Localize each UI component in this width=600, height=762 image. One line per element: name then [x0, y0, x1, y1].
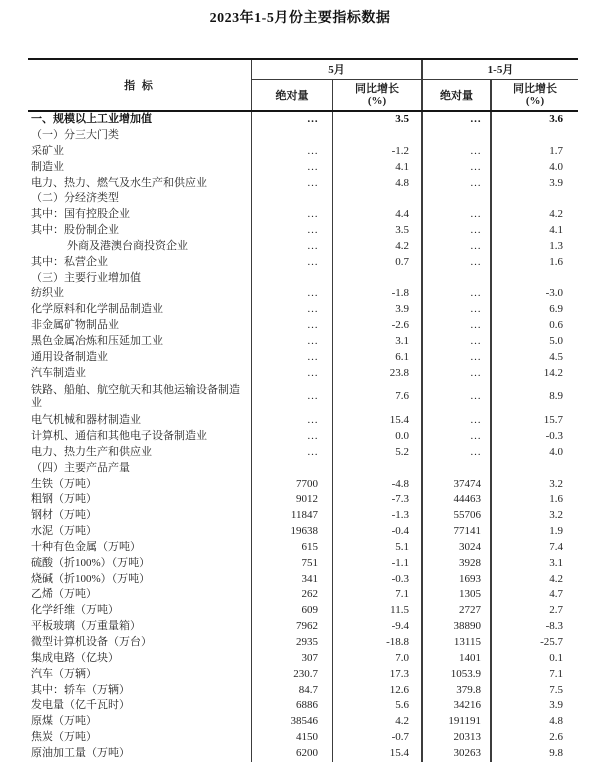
table-row: [28, 366, 578, 382]
may-yoy-cell: 5.6: [333, 698, 423, 714]
indicator-cell: 其中：私营企业: [28, 255, 252, 271]
janmay-yoy-cell: 4.8: [549, 715, 563, 728]
indicator-cell: 水泥（万吨）: [28, 524, 252, 540]
may-absolute-cell: …: [252, 429, 333, 445]
may-absolute-cell: 6886: [252, 698, 333, 714]
janmay-yoy-cell: 6.9: [549, 303, 563, 316]
indicator-cell: 化学纤维（万吨）: [28, 603, 252, 619]
indicator-cell: 乙烯（万吨）: [28, 587, 252, 603]
may-yoy-cell: 4.1: [333, 160, 423, 176]
header-yoy-line2: (%): [367, 94, 387, 107]
table-row: [28, 112, 578, 128]
table-row: [28, 476, 578, 492]
janmay-absolute-cell: …: [423, 302, 492, 318]
janmay-absolute-cell: 3024: [423, 540, 492, 556]
table-row: [28, 746, 578, 762]
janmay-absolute-cell: [423, 461, 492, 477]
janmay-yoy-cell: 1.6: [549, 255, 563, 268]
table-row: [28, 619, 578, 635]
janmay-yoy-cell: 3.6: [549, 113, 563, 126]
janmay-absolute-cell: …: [423, 286, 492, 302]
may-absolute-cell: [252, 128, 333, 144]
may-yoy-cell: -4.8: [333, 476, 423, 492]
table-row: [28, 524, 578, 540]
may-yoy-cell: [333, 270, 423, 286]
janmay-yoy-cell: 7.1: [549, 667, 563, 680]
header-group-jan-may: 1-5月: [423, 60, 578, 80]
table-row: [28, 698, 578, 714]
janmay-absolute-cell: 38890: [423, 619, 492, 635]
janmay-yoy-cell: 9.8: [549, 746, 563, 759]
indicator-cell: 非金属矿物制品业: [28, 318, 252, 334]
table-row: [28, 286, 578, 302]
may-absolute-cell: …: [252, 207, 333, 223]
janmay-absolute-cell: …: [423, 366, 492, 382]
indicator-cell: 发电量（亿千瓦时）: [28, 698, 252, 714]
may-absolute-cell: …: [252, 144, 333, 160]
may-absolute-cell: 609: [252, 603, 333, 619]
indicator-cell: 其中：股份制企业: [28, 223, 252, 239]
table-row: [28, 160, 578, 176]
may-yoy-cell: 3.5: [333, 223, 423, 239]
table-row: [28, 635, 578, 651]
table-row: [28, 730, 578, 746]
header-group-may: 5月: [252, 60, 423, 80]
janmay-yoy-cell: 3.2: [549, 509, 563, 522]
may-absolute-cell: [252, 191, 333, 207]
may-yoy-cell: 17.3: [333, 667, 423, 683]
may-absolute-cell: …: [252, 366, 333, 382]
may-yoy-cell: 11.5: [333, 603, 423, 619]
header-yoy-jan-may: [492, 80, 578, 111]
table-row: [28, 556, 578, 572]
indicator-cell: 汽车制造业: [28, 366, 252, 382]
may-yoy-cell: 6.1: [333, 350, 423, 366]
janmay-yoy-cell: 3.2: [549, 477, 563, 490]
janmay-yoy-cell: 0.6: [549, 319, 563, 332]
indicator-cell: （一）分三大门类: [28, 128, 252, 144]
may-yoy-cell: [333, 461, 423, 477]
janmay-absolute-cell: …: [423, 318, 492, 334]
may-absolute-cell: 9012: [252, 492, 333, 508]
janmay-absolute-cell: 44463: [423, 492, 492, 508]
may-yoy-cell: -0.4: [333, 524, 423, 540]
may-yoy-cell: 5.1: [333, 540, 423, 556]
indicator-cell: 铁路、船舶、航空航天和其他运输设备制造业: [28, 381, 252, 413]
table-row: [28, 350, 578, 366]
table-row: [28, 508, 578, 524]
indicator-cell: （四）主要产品产量: [28, 461, 252, 477]
indicator-cell: 集成电路（亿块）: [28, 651, 252, 667]
janmay-absolute-cell: 1401: [423, 651, 492, 667]
header-indicator: 指 标: [28, 60, 252, 110]
may-yoy-cell: -1.8: [333, 286, 423, 302]
may-absolute-cell: [252, 461, 333, 477]
may-yoy-cell: 4.8: [333, 175, 423, 191]
janmay-absolute-cell: …: [423, 334, 492, 350]
indicator-cell: 一、规模以上工业增加值: [28, 112, 252, 128]
indicator-cell: 汽车（万辆）: [28, 667, 252, 683]
janmay-absolute-cell: 20313: [423, 730, 492, 746]
indicator-cell: 其中：国有控股企业: [28, 207, 252, 223]
may-yoy-cell: 4.2: [333, 714, 423, 730]
janmay-yoy-cell: 3.9: [549, 176, 563, 189]
may-yoy-cell: -1.2: [333, 144, 423, 160]
may-absolute-cell: …: [252, 223, 333, 239]
janmay-yoy-cell: 1.9: [549, 525, 563, 538]
indicator-cell: 十种有色金属（万吨）: [28, 540, 252, 556]
table-row: [28, 255, 578, 271]
may-absolute-cell: …: [252, 350, 333, 366]
indicator-cell: 制造业: [28, 160, 252, 176]
table-row: [28, 207, 578, 223]
janmay-yoy-cell: 14.2: [543, 366, 563, 379]
janmay-absolute-cell: …: [423, 207, 492, 223]
table-body: [28, 112, 578, 762]
janmay-absolute-cell: 2727: [423, 603, 492, 619]
table-row: [28, 413, 578, 429]
janmay-absolute-cell: …: [423, 239, 492, 255]
may-absolute-cell: [252, 270, 333, 286]
may-yoy-cell: -9.4: [333, 619, 423, 635]
may-absolute-cell: 7700: [252, 476, 333, 492]
table-row: [28, 223, 578, 239]
may-absolute-cell: …: [252, 413, 333, 429]
janmay-absolute-cell: …: [423, 175, 492, 191]
may-yoy-cell: 3.9: [333, 302, 423, 318]
may-absolute-cell: 6200: [252, 746, 333, 762]
may-yoy-cell: 7.6: [333, 381, 423, 413]
indicator-cell: 原油加工量（万吨）: [28, 746, 252, 762]
may-absolute-cell: …: [252, 239, 333, 255]
may-yoy-cell: 0.0: [333, 429, 423, 445]
janmay-yoy-cell: 3.1: [549, 556, 563, 569]
may-yoy-cell: -0.7: [333, 730, 423, 746]
may-yoy-cell: 4.2: [333, 239, 423, 255]
may-absolute-cell: …: [252, 175, 333, 191]
janmay-absolute-cell: …: [423, 350, 492, 366]
janmay-yoy-cell: 2.7: [549, 604, 563, 617]
janmay-absolute-cell: [423, 270, 492, 286]
may-absolute-cell: 341: [252, 571, 333, 587]
may-absolute-cell: 262: [252, 587, 333, 603]
may-yoy-cell: -7.3: [333, 492, 423, 508]
may-absolute-cell: 2935: [252, 635, 333, 651]
janmay-yoy-cell: 7.4: [549, 540, 563, 553]
janmay-yoy-cell: -3.0: [545, 287, 563, 300]
janmay-yoy-cell: 2.6: [549, 731, 563, 744]
janmay-absolute-cell: …: [423, 160, 492, 176]
janmay-absolute-cell: 37474: [423, 476, 492, 492]
janmay-absolute-cell: 55706: [423, 508, 492, 524]
may-yoy-cell: -1.3: [333, 508, 423, 524]
janmay-absolute-cell: 34216: [423, 698, 492, 714]
may-absolute-cell: 38546: [252, 714, 333, 730]
indicator-cell: 其中：轿车（万辆）: [28, 682, 252, 698]
indicator-cell: （三）主要行业增加值: [28, 270, 252, 286]
may-absolute-cell: …: [252, 286, 333, 302]
indicator-cell: 采矿业: [28, 144, 252, 160]
may-absolute-cell: 11847: [252, 508, 333, 524]
indicator-cell: 平板玻璃（万重量箱）: [28, 619, 252, 635]
may-yoy-cell: 12.6: [333, 682, 423, 698]
janmay-absolute-cell: 1053.9: [423, 667, 492, 683]
janmay-absolute-cell: …: [423, 223, 492, 239]
may-yoy-cell: 7.0: [333, 651, 423, 667]
indicator-cell: （二）分经济类型: [28, 191, 252, 207]
may-absolute-cell: 7962: [252, 619, 333, 635]
janmay-yoy-cell: 4.0: [549, 160, 563, 173]
may-yoy-cell: -0.3: [333, 571, 423, 587]
header-yoy-line1: 同比增长: [355, 82, 399, 95]
may-yoy-cell: 3.5: [333, 112, 423, 128]
header-yoy-may: [333, 80, 423, 111]
header-yoy-line2: (%): [525, 94, 545, 107]
may-yoy-cell: [333, 128, 423, 144]
janmay-yoy-cell: [492, 191, 578, 207]
indicators-table: [28, 58, 578, 762]
indicator-cell: 粗钢（万吨）: [28, 492, 252, 508]
table-row: [28, 540, 578, 556]
janmay-yoy-cell: 4.7: [549, 588, 563, 601]
table-row: [28, 603, 578, 619]
indicator-cell: 微型计算机设备（万台）: [28, 635, 252, 651]
janmay-yoy-cell: 8.9: [549, 390, 563, 403]
janmay-absolute-cell: …: [423, 381, 492, 413]
janmay-yoy-cell: 0.1: [549, 651, 563, 664]
may-absolute-cell: 751: [252, 556, 333, 572]
janmay-absolute-cell: 30263: [423, 746, 492, 762]
may-absolute-cell: 84.7: [252, 682, 333, 698]
janmay-yoy-cell: 5.0: [549, 334, 563, 347]
janmay-yoy-cell: 7.5: [549, 683, 563, 696]
janmay-absolute-cell: …: [423, 112, 492, 128]
table-row: [28, 651, 578, 667]
may-absolute-cell: 4150: [252, 730, 333, 746]
indicator-cell: 化学原料和化学制品制造业: [28, 302, 252, 318]
table-row: [28, 381, 578, 413]
may-yoy-cell: 3.1: [333, 334, 423, 350]
table-row: [28, 714, 578, 730]
may-yoy-cell: -1.1: [333, 556, 423, 572]
may-yoy-cell: -18.8: [333, 635, 423, 651]
janmay-yoy-cell: -25.7: [540, 636, 563, 649]
janmay-yoy-cell: 4.1: [549, 224, 563, 237]
indicator-cell: 钢材（万吨）: [28, 508, 252, 524]
may-absolute-cell: …: [252, 255, 333, 271]
janmay-absolute-cell: 1305: [423, 587, 492, 603]
table-row: [28, 175, 578, 191]
may-absolute-cell: 615: [252, 540, 333, 556]
table-row: [28, 239, 578, 255]
janmay-absolute-cell: …: [423, 144, 492, 160]
janmay-absolute-cell: 77141: [423, 524, 492, 540]
table-row: [28, 302, 578, 318]
indicator-cell: 电气机械和器材制造业: [28, 413, 252, 429]
janmay-absolute-cell: …: [423, 255, 492, 271]
may-absolute-cell: …: [252, 334, 333, 350]
janmay-yoy-cell: 4.2: [549, 572, 563, 585]
janmay-yoy-cell: 1.7: [549, 144, 563, 157]
may-yoy-cell: 7.1: [333, 587, 423, 603]
may-absolute-cell: …: [252, 318, 333, 334]
indicator-cell: 烧碱（折100%）（万吨）: [28, 571, 252, 587]
may-yoy-cell: 15.4: [333, 413, 423, 429]
janmay-yoy-cell: 15.7: [543, 414, 563, 427]
may-absolute-cell: …: [252, 381, 333, 413]
table-row: [28, 429, 578, 445]
janmay-absolute-cell: …: [423, 445, 492, 461]
table-row: [28, 587, 578, 603]
janmay-absolute-cell: 1693: [423, 571, 492, 587]
table-row: [28, 318, 578, 334]
janmay-absolute-cell: 191191: [423, 714, 492, 730]
indicator-cell: 生铁（万吨）: [28, 476, 252, 492]
may-absolute-cell: 19638: [252, 524, 333, 540]
table-row: [28, 461, 578, 477]
indicator-cell: 通用设备制造业: [28, 350, 252, 366]
indicator-cell: 黑色金属冶炼和压延加工业: [28, 334, 252, 350]
may-absolute-cell: 307: [252, 651, 333, 667]
header-absolute-jan-may: 绝对量: [423, 80, 492, 111]
may-yoy-cell: 5.2: [333, 445, 423, 461]
may-yoy-cell: [333, 191, 423, 207]
table-row: [28, 667, 578, 683]
header-yoy-line1: 同比增长: [513, 82, 557, 95]
may-yoy-cell: 4.4: [333, 207, 423, 223]
janmay-absolute-cell: 379.8: [423, 682, 492, 698]
janmay-absolute-cell: …: [423, 413, 492, 429]
janmay-absolute-cell: [423, 191, 492, 207]
janmay-absolute-cell: 3928: [423, 556, 492, 572]
header-absolute-may: 绝对量: [252, 80, 333, 111]
table-header: [28, 58, 578, 112]
table-row: [28, 682, 578, 698]
may-yoy-cell: 15.4: [333, 746, 423, 762]
indicator-cell: 原煤（万吨）: [28, 714, 252, 730]
page-title: 2023年1-5月份主要指标数据: [209, 11, 391, 26]
indicator-cell: 计算机、通信和其他电子设备制造业: [28, 429, 252, 445]
janmay-yoy-cell: 1.6: [549, 493, 563, 506]
janmay-yoy-cell: 4.0: [549, 445, 563, 458]
indicator-cell: 焦炭（万吨）: [28, 730, 252, 746]
may-yoy-cell: -2.6: [333, 318, 423, 334]
may-yoy-cell: 0.7: [333, 255, 423, 271]
indicator-cell: 纺织业: [28, 286, 252, 302]
table-row: [28, 334, 578, 350]
janmay-yoy-cell: [492, 128, 578, 144]
indicator-cell: 硫酸（折100%）（万吨）: [28, 556, 252, 572]
janmay-absolute-cell: [423, 128, 492, 144]
janmay-absolute-cell: …: [423, 429, 492, 445]
table-row: [28, 571, 578, 587]
may-absolute-cell: …: [252, 112, 333, 128]
janmay-yoy-cell: 4.5: [549, 350, 563, 363]
janmay-yoy-cell: 4.2: [549, 208, 563, 221]
janmay-yoy-cell: -8.3: [545, 620, 563, 633]
may-absolute-cell: …: [252, 302, 333, 318]
indicator-cell: 电力、热力、燃气及水生产和供应业: [28, 175, 252, 191]
table-row: [28, 144, 578, 160]
may-yoy-cell: 23.8: [333, 366, 423, 382]
table-row: [28, 270, 578, 286]
janmay-yoy-cell: [492, 270, 578, 286]
janmay-yoy-cell: -0.3: [545, 430, 563, 443]
janmay-yoy-cell: 3.9: [549, 699, 563, 712]
table-row: [28, 492, 578, 508]
table-row: [28, 445, 578, 461]
may-absolute-cell: …: [252, 445, 333, 461]
indicator-cell: 电力、热力生产和供应业: [28, 445, 252, 461]
may-absolute-cell: 230.7: [252, 667, 333, 683]
may-absolute-cell: …: [252, 160, 333, 176]
janmay-yoy-cell: 1.3: [549, 239, 563, 252]
janmay-yoy-cell: [492, 461, 578, 477]
table-row: [28, 191, 578, 207]
janmay-absolute-cell: 13115: [423, 635, 492, 651]
indicator-cell: 外商及港澳台商投资企业: [28, 239, 252, 255]
table-row: [28, 128, 578, 144]
